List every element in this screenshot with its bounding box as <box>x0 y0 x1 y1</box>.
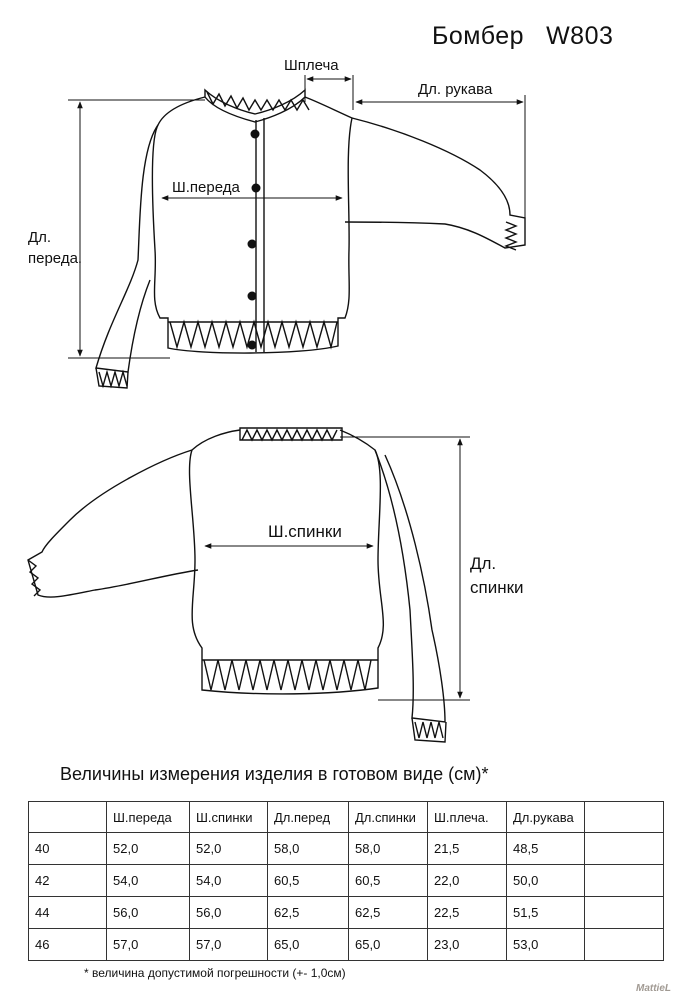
table-cell: 52,0 <box>190 833 268 865</box>
table-cell: 22,5 <box>428 897 507 929</box>
front-left-sleeve <box>96 125 158 372</box>
table-cell: 57,0 <box>190 929 268 961</box>
table-cell: 58,0 <box>349 833 428 865</box>
table-cell <box>585 865 664 897</box>
model-code: W803 <box>546 22 614 50</box>
back-width-label: Ш.спинки <box>268 522 342 541</box>
table-cell: 56,0 <box>107 897 190 929</box>
button-dot <box>248 341 257 350</box>
back-view <box>28 428 446 742</box>
header-cell: Ш.переда <box>107 802 190 833</box>
button-dot <box>251 130 260 139</box>
header-cell <box>585 802 664 833</box>
table-cell: 60,5 <box>268 865 349 897</box>
header-cell <box>29 802 107 833</box>
shoulder-width-label: Шплеча <box>284 57 339 74</box>
table-cell <box>585 929 664 961</box>
table-cell: 54,0 <box>190 865 268 897</box>
table-cell <box>585 897 664 929</box>
table-cell: 54,0 <box>107 865 190 897</box>
table-cell: 40 <box>29 833 107 865</box>
front-dimensions <box>68 75 525 358</box>
back-body-outline <box>190 430 384 694</box>
table-cell: 65,0 <box>268 929 349 961</box>
front-right-sleeve <box>345 118 525 248</box>
header-cell: Дл.перед <box>268 802 349 833</box>
table-cell: 48,5 <box>507 833 585 865</box>
size-table <box>28 801 664 961</box>
table-cell: 60,5 <box>349 865 428 897</box>
garment-name: Бомбер <box>432 22 525 50</box>
front-length-label-2: переда. <box>28 250 83 267</box>
table-cell <box>585 833 664 865</box>
back-right-sleeve <box>375 450 445 722</box>
header-cell: Дл.спинки <box>349 802 428 833</box>
button-dot <box>252 184 261 193</box>
button-dot <box>248 292 257 301</box>
table-row <box>29 929 664 961</box>
tolerance-note: * величина допустимой погрешности (+- 1,0см) <box>84 966 346 980</box>
table-cell: 46 <box>29 929 107 961</box>
front-buttons <box>248 130 261 350</box>
back-left-sleeve <box>28 450 198 597</box>
brand-logo: MattieL <box>636 983 671 994</box>
back-length-label-2: спинки <box>470 578 524 597</box>
back-length-label-1: Дл. <box>470 554 497 573</box>
front-length-label-1: Дл. <box>28 229 52 246</box>
table-cell: 62,5 <box>349 897 428 929</box>
table-row <box>29 865 664 897</box>
header-cell: Дл.рукава <box>507 802 585 833</box>
table-cell: 62,5 <box>268 897 349 929</box>
table-cell: 57,0 <box>107 929 190 961</box>
table-cell: 58,0 <box>268 833 349 865</box>
table-header-row <box>29 802 664 833</box>
table-cell: 21,5 <box>428 833 507 865</box>
table-cell: 44 <box>29 897 107 929</box>
table-cell: 51,5 <box>507 897 585 929</box>
table-cell: 65,0 <box>349 929 428 961</box>
front-view <box>96 90 525 388</box>
table-cell: 52,0 <box>107 833 190 865</box>
table-cell: 22,0 <box>428 865 507 897</box>
front-width-label: Ш.переда <box>172 179 240 196</box>
table-row <box>29 833 664 865</box>
table-row <box>29 897 664 929</box>
button-dot <box>248 240 257 249</box>
table-cell: 42 <box>29 865 107 897</box>
table-cell: 23,0 <box>428 929 507 961</box>
table-cell: 53,0 <box>507 929 585 961</box>
sleeve-length-label: Дл. рукава <box>418 81 493 98</box>
table-cell: 56,0 <box>190 897 268 929</box>
header-cell: Ш.спинки <box>190 802 268 833</box>
table-cell: 50,0 <box>507 865 585 897</box>
table-title: Величины измерения изделия в готовом виде (см)* <box>60 764 489 784</box>
header-cell: Ш.плеча. <box>428 802 507 833</box>
